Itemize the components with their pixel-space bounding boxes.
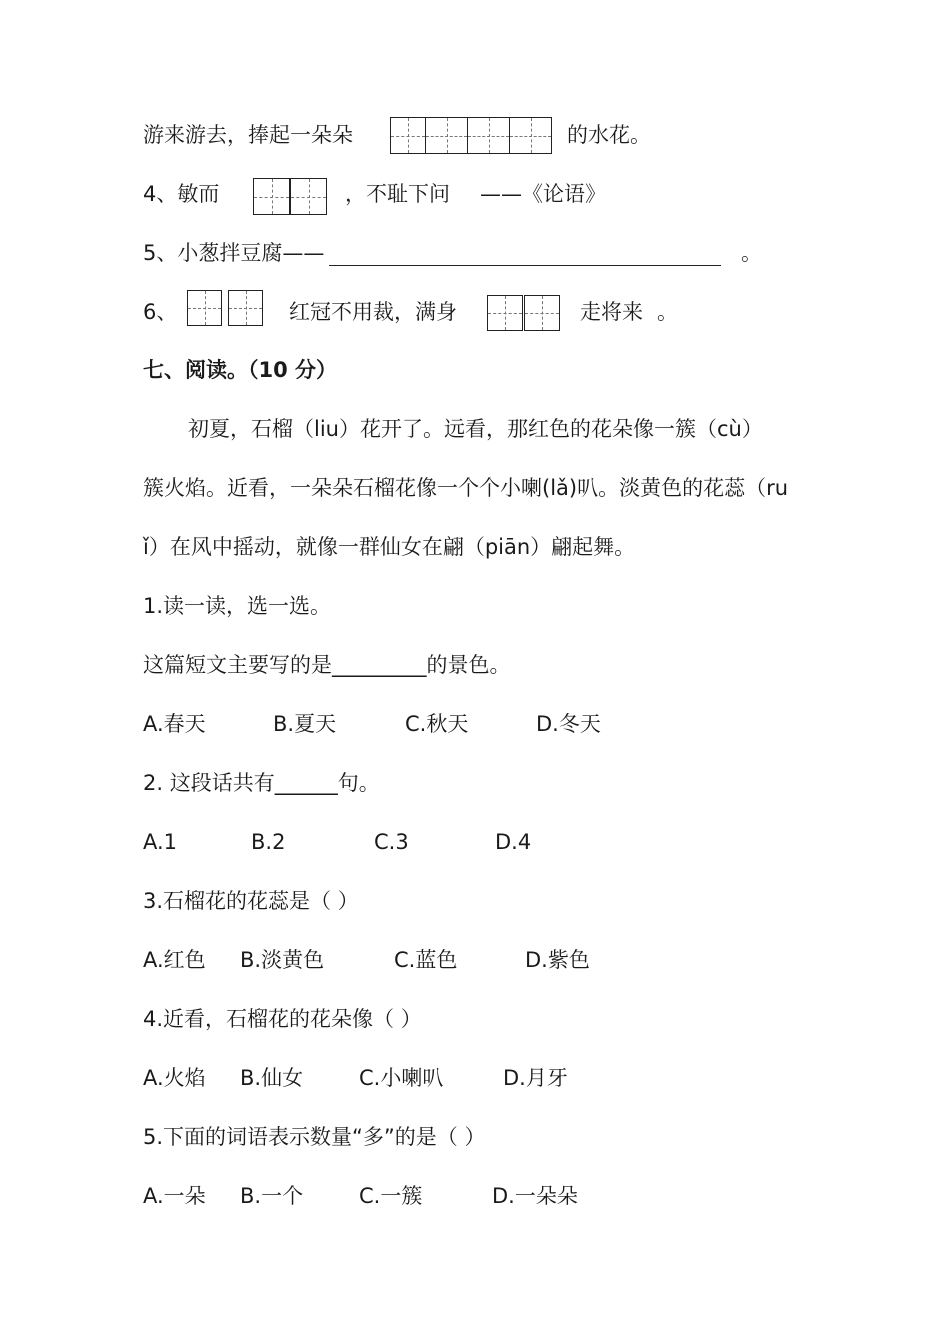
q5-end: 。: [741, 241, 762, 265]
answer-blank-line[interactable]: [329, 265, 721, 266]
option[interactable]: A.红色: [143, 948, 206, 972]
option[interactable]: C.蓝色: [394, 948, 458, 972]
option[interactable]: C.小喇叭: [359, 1066, 444, 1090]
option[interactable]: A.1: [143, 830, 178, 854]
option[interactable]: B.夏天: [273, 712, 337, 736]
question-stem: 这篇短文主要写的是_________的景色。: [143, 653, 511, 677]
q6-label: 6、: [143, 300, 178, 324]
question-stem: 4.近看，石榴花的花朵像（ ）: [143, 1007, 422, 1031]
writing-box[interactable]: [487, 295, 523, 331]
writing-box[interactable]: [425, 117, 468, 154]
q4-after: ，不耻下问: [345, 182, 450, 206]
writing-box[interactable]: [228, 290, 263, 326]
option[interactable]: C.3: [374, 830, 409, 854]
passage-line: ǐ）在风中摇动，就像一群仙女在翩（piān）翩起舞。: [143, 535, 636, 559]
option[interactable]: B.仙女: [240, 1066, 304, 1090]
writing-box[interactable]: [390, 117, 426, 154]
question-stem: 1.读一读，选一选。: [143, 594, 332, 618]
option[interactable]: A.火焰: [143, 1066, 206, 1090]
option[interactable]: A.春天: [143, 712, 206, 736]
q4-label: 4、敏而: [143, 182, 220, 206]
option[interactable]: D.紫色: [525, 948, 590, 972]
option[interactable]: D.4: [495, 830, 532, 854]
writing-box[interactable]: [509, 117, 552, 154]
writing-box[interactable]: [253, 178, 290, 215]
option[interactable]: D.一朵朵: [492, 1184, 578, 1208]
option[interactable]: B.淡黄色: [240, 948, 325, 972]
q6-end: 。: [657, 300, 678, 324]
option[interactable]: D.冬天: [536, 712, 601, 736]
option[interactable]: D.月牙: [503, 1066, 568, 1090]
option[interactable]: C.一簇: [359, 1184, 423, 1208]
option[interactable]: B.一个: [240, 1184, 304, 1208]
writing-box[interactable]: [290, 178, 327, 215]
option[interactable]: C.秋天: [405, 712, 469, 736]
writing-box[interactable]: [524, 295, 560, 331]
q6-after: 走将来: [580, 300, 643, 324]
option[interactable]: A.一朵: [143, 1184, 206, 1208]
question-stem: 5.下面的词语表示数量“多”的是（ ）: [143, 1125, 486, 1149]
question-stem: 2. 这段话共有______句。: [143, 771, 380, 795]
section-heading: 七、阅读。（10 分）: [143, 358, 338, 382]
q6-middle: 红冠不用裁，满身: [289, 300, 457, 324]
writing-box[interactable]: [467, 117, 510, 154]
q4-source: ——《论语》: [480, 182, 606, 206]
fill-in-line3-after: 的水花。: [567, 123, 651, 147]
writing-box[interactable]: [187, 290, 222, 326]
passage-line: 初夏，石榴（liu）花开了。远看，那红色的花朵像一簇（cù）: [188, 417, 763, 441]
fill-in-line3-before: 游来游去，捧起一朵朵: [143, 123, 353, 147]
question-stem: 3.石榴花的花蕊是（ ）: [143, 889, 359, 913]
q5-text: 5、小葱拌豆腐——: [143, 241, 325, 265]
option[interactable]: B.2: [251, 830, 286, 854]
passage-line: 簇火焰。近看，一朵朵石榴花像一个个小喇(lǎ)叭。淡黄色的花蕊（ru: [143, 476, 789, 500]
